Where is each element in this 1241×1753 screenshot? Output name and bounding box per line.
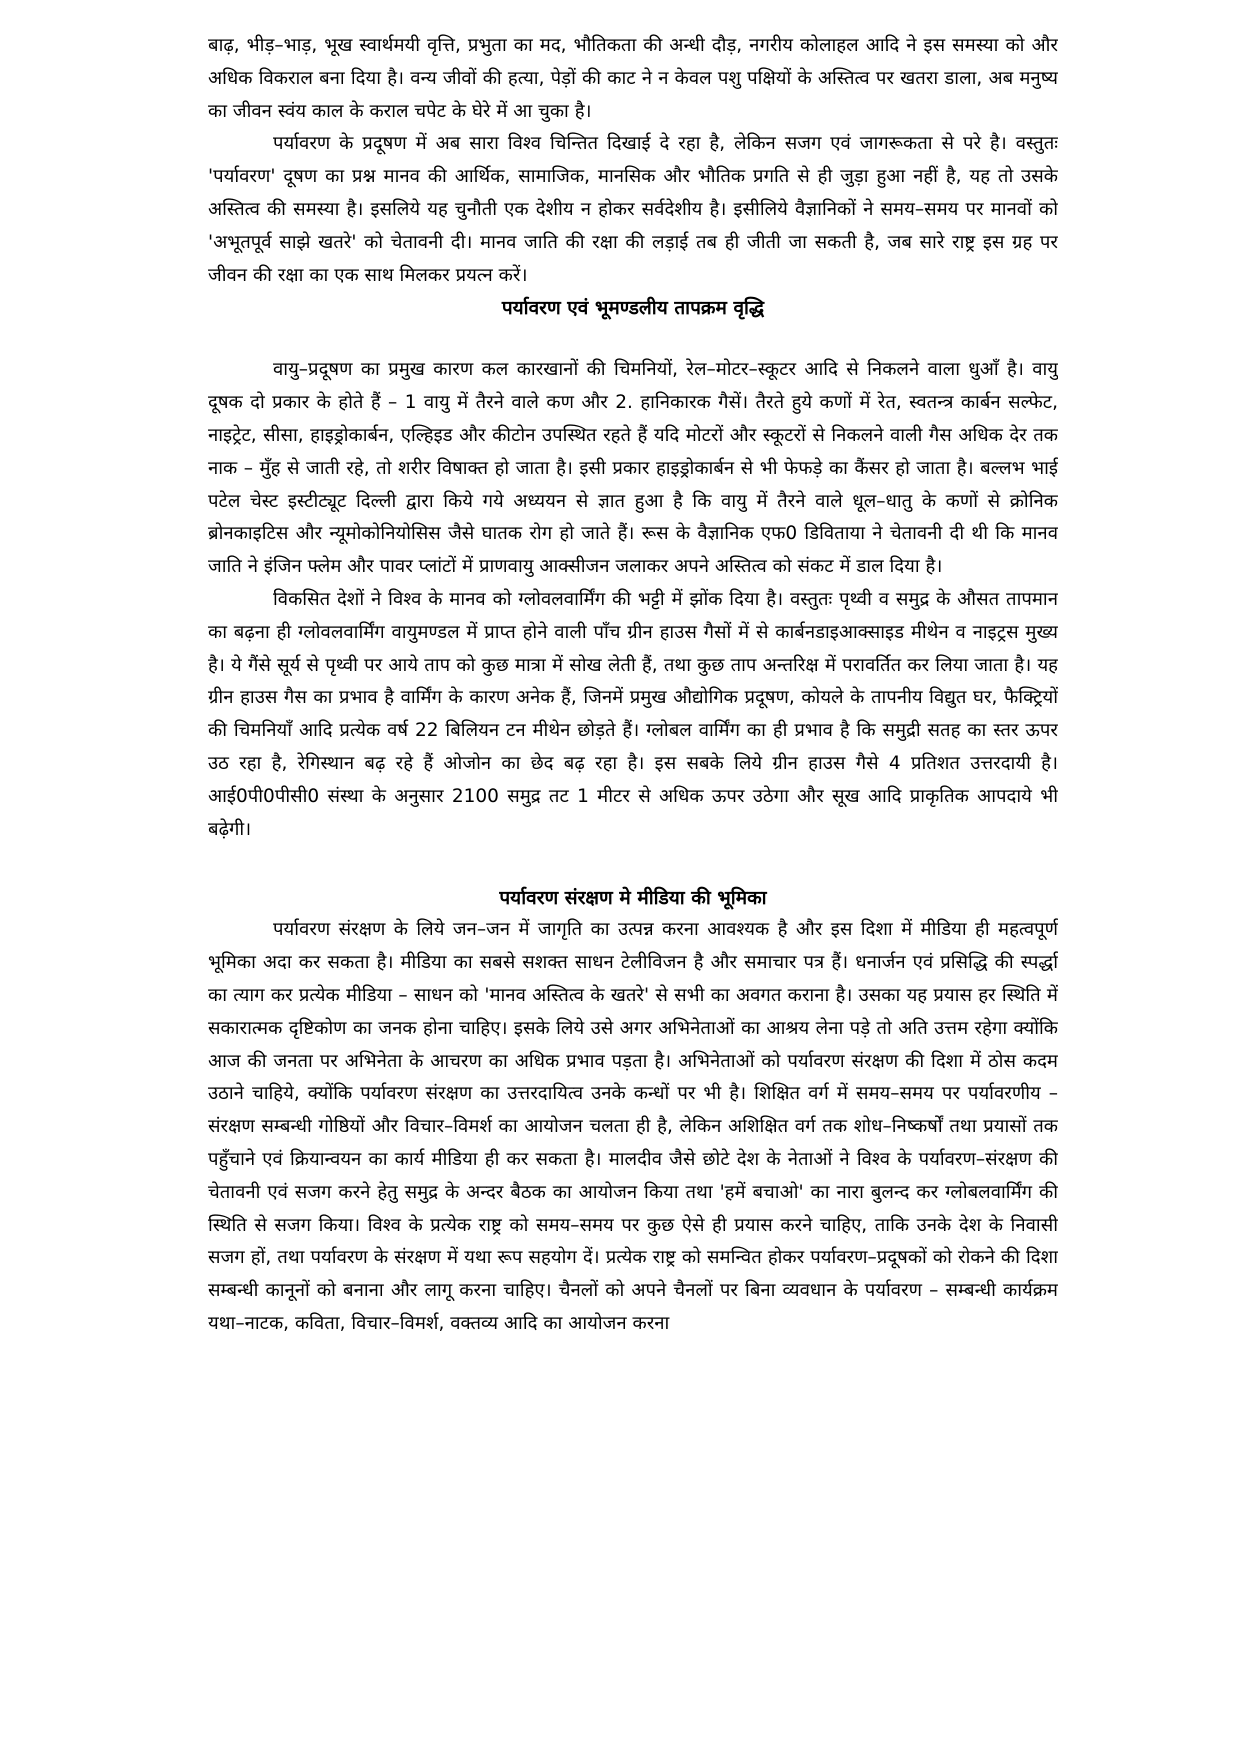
spacer	[208, 324, 1058, 354]
section2-paragraph-1: पर्यावरण संरक्षण के लिये जन–जन में जागृति का उत्पन्न करना आवश्यक है और इस दिशा में मीडिया ही महत्वपूर्ण भूमिका अदा कर सकता है। मीडिया का सबसे सशक्त साधन टेलीविजन है और समाचार पत्र हैं। धनार्जन एवं प्रसिद्धि की स्पर्द्धा का त्याग कर प्रत्येक मीडिया – साधन को 'मानव अस्तित्व के खतरे' से सभी का अवगत कराना है। उसका यह प्रयास हर स्थिति में सकारात्मक दृष्टिकोण का जनक होना चाहिए। इसके लिये उसे अगर अभिनेताओं का आश्रय लेना पड़े तो अति उत्तम रहेगा क्योंकि आज की जनता पर अभिनेता के आचरण का अधिक प्रभाव पड़ता है। अभिनेताओं को पर्यावरण संरक्षण की दिशा में ठोस कदम उठाने चाहिये, क्योंकि पर्यावरण संरक्षण का उत्तरदायित्व उनके कन्धों पर भी है। शिक्षित वर्ग में समय–समय पर पर्यावरणीय – संरक्षण सम्बन्धी गोष्ठियों और विचार–विमर्श का आयोजन चलता ही है, लेकिन अशिक्षित वर्ग तक शोध–निष्कर्षों तथा प्रयासों तक पहुँचाने एवं क्रियान्वयन का कार्य मीडिया ही कर सकता है। मालदीव जैसे छोटे देश के नेताओं ने विश्व के पर्यावरण–संरक्षण की चेतावनी एवं सजग करने हेतु समुद्र के अन्दर बैठक का आयोजन किया तथा 'हमें बचाओ' का नारा बुलन्द कर ग्लोबलवार्मिंग की स्थिति से सजग किया। विश्व के प्रत्येक राष्ट्र को समय–समय पर कुछ ऐसे ही प्रयास करने चाहिए, ताकि उनके देश के निवासी सजग हों, तथा पर्यावरण के संरक्षण में यथा रूप सहयोग दें। प्रत्येक राष्ट्र को समन्वित होकर पर्यावरण–प्रदूषकों को रोकने की दिशा सम्बन्धी कानूनों को बनाना और लागू करना चाहिए। चैनलों को अपने चैनलों पर बिना व्यवधान के पर्यावरण – सम्बन्धी कार्यक्रम यथा–नाटक, कविता, विचार–विमर्श, वक्तव्य आदि का आयोजन करना	[208, 919, 1058, 1334]
section-heading-global-warming: पर्यावरण एवं भूमण्डलीय तापक्रम वृद्धि	[501, 297, 765, 320]
section-heading-media-role: पर्यावरण संरक्षण मे मीडिया की भूमिका	[499, 887, 767, 910]
intro-paragraph-1: बाढ़, भीड़–भाड़, भूख स्वार्थमयी वृत्ति, प्रभुता का मद, भौतिकता की अन्धी दौड़, नगरीय कोलाहल आदि ने इस समस्या को और अधिक विकराल बना दिया है। वन्य जीवों की हत्या, पेड़ों की काट ने न केवल पशु पक्षियों के अस्तित्व पर खतरा डाला, अब मनुष्य का जीवन स्वंय काल के कराल चपेट के घेरे में आ चुका है।	[208, 35, 1058, 122]
spacer	[208, 846, 1058, 882]
document-page	[208, 30, 1058, 1730]
section1-paragraph-2: विकसित देशों ने विश्व के मानव को ग्लोवलवार्मिंग की भट्टी में झोंक दिया है। वस्तुतः पृथ्वी व समुद्र के औसत तापमान का बढ़ना ही ग्लोवलवार्मिंग वायुमण्डल में प्राप्त होने वाली पाँच ग्रीन हाउस गैसों में से कार्बनडाइआक्साइड मीथेन व नाइट्रस मुख्य है। ये गैंसे सूर्य से पृथ्वी पर आये ताप को कुछ मात्रा में सोख लेती हैं, तथा कुछ ताप अन्तरिक्ष में परावर्तित कर लिया जाता है। यह ग्रीन हाउस गैस का प्रभाव है वार्मिंग के कारण अनेक हैं, जिनमें प्रमुख औद्योगिक प्रदूषण, कोयले के तापनीय विद्युत घर, फैक्ट्रियों की चिमनियाँ आदि प्रत्येक वर्ष 22 बिलियन टन मीथेन छोड़ते हैं। ग्लोबल वार्मिंग का ही प्रभाव है कि समुद्री सतह का स्तर ऊपर उठ रहा है, रेगिस्थान बढ़ रहे हैं ओजोन का छेद बढ़ रहा है। इस सबके लिये ग्रीन हाउस गैसे 4 प्रतिशत उत्तरदायी है। आई0पी0पीसी0 संस्था के अनुसार 2100 समुद्र तट 1 मीटर से अधिक ऊपर उठेगा और सूख आदि प्राकृतिक आपदाये भी बढ़ेगी।	[208, 588, 1058, 840]
section1-paragraph-1: वायु–प्रदूषण का प्रमुख कारण कल कारखानों की चिमनियों, रेल–मोटर–स्कूटर आदि से निकलने वाला धुआँ है। वायु दूषक दो प्रकार के होते हैं – 1 वायु में तैरने वाले कण और 2. हानिकारक गैसें। तैरते हुये कणों में रेत, स्वतन्त्र कार्बन सल्फेट, नाइट्रेट, सीसा, हाइड्रोकार्बन, एल्हिइड और कीटोन उपस्थित रहते हैं यदि मोटरों और स्कूटरों से निकलने वाली गैस अधिक देर तक नाक – मुँह से जाती रहे, तो शरीर विषाक्त हो जाता है। इसी प्रकार हाइड्रोकार्बन से भी फेफड़े का कैंसर हो जाता है। बल्लभ भाई पटेल चेस्ट इस्टीट्यूट दिल्ली द्वारा किये गये अध्ययन से ज्ञात हुआ है कि वायु में तैरने वाले धूल–धातु के कणों से क्रोनिक ब्रोनकाइटिस और न्यूमोकोनियोसिस जैसे घातक रोग हो जाते हैं। रूस के वैज्ञानिक एफ0 डिविताया ने चेतावनी दी थी कि मानव जाति ने इंजिन फ्लेम और पावर प्लांटों में प्राणवायु आक्सीजन जलाकर अपने अस्तित्व को संकट में डाल दिया है।	[208, 359, 1058, 578]
intro-paragraph-2: पर्यावरण के प्रदूषण में अब सारा विश्व चिन्तित दिखाई दे रहा है, लेकिन सजग एवं जागरूकता से परे है। वस्तुतः 'पर्यावरण' दूषण का प्रश्न मानव की आर्थिक, सामाजिक, मानसिक और भौतिक प्रगति से ही जुड़ा हुआ नहीं है, यह तो उसके अस्तित्व की समस्या है। इसलिये यह चुनौती एक देशीय न होकर सर्वदेशीय है। इसीलिये वैज्ञानिकों ने समय–समय पर मानवों को 'अभूतपूर्व साझे खतरे' को चेतावनी दी। मानव जाति की रक्षा की लड़ाई तब ही जीती जा सकती है, जब सारे राष्ट्र इस ग्रह पर जीवन की रक्षा का एक साथ मिलकर प्रयत्न करें।	[208, 133, 1058, 286]
